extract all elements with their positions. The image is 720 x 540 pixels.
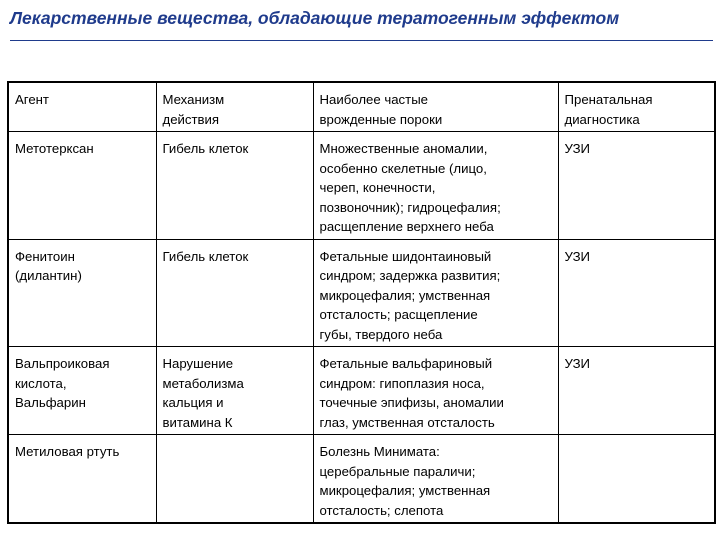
table-row [8,239,715,347]
title-underline [10,40,713,41]
table-row [8,132,715,240]
cell-defects: Фетальные шидонтаиновый синдром; задержка развития; микроцефалия; умственная отсталость; расщепление губы, твердого неба [313,239,558,347]
cell-defects: Фетальные вальфариновый синдром: гипоплазия носа, точечные эпифизы, аномалии глаз, умственная отсталость [313,347,558,435]
header-cell-agent: Агент [8,82,156,132]
cell-mechanism: Гибель клеток [156,239,313,347]
header-cell-defects: Наиболее частые врожденные пороки [313,82,558,132]
cell-mechanism [156,435,313,524]
header-cell-mechanism: Механизм действия [156,82,313,132]
cell-diagnostics: УЗИ [558,132,715,240]
cell-mechanism: Гибель клеток [156,132,313,240]
teratogen-table [7,81,716,524]
cell-diagnostics: УЗИ [558,347,715,435]
cell-diagnostics [558,435,715,524]
table-row [8,435,715,524]
table-header-row [8,82,715,132]
table-row [8,347,715,435]
header-cell-diagnostics: Пренатальная диагностика [558,82,715,132]
cell-agent: Метотерксан [8,132,156,240]
cell-agent: Фенитоин (дилантин) [8,239,156,347]
cell-defects: Множественные аномалии, особенно скелетные (лицо, череп, конечности, позвоночник); гидроцефалия; расщепление верхнего неба [313,132,558,240]
cell-defects: Болезнь Минимата: церебральные параличи; микроцефалия; умственная отсталость; слепота [313,435,558,524]
cell-agent: Метиловая ртуть [8,435,156,524]
cell-mechanism: Нарушение метаболизма кальция и витамина К [156,347,313,435]
cell-agent: Вальпроиковая кислота, Вальфарин [8,347,156,435]
page-title: Лекарственные вещества, обладающие тератогенным эффектом [10,8,620,28]
cell-diagnostics: УЗИ [558,239,715,347]
